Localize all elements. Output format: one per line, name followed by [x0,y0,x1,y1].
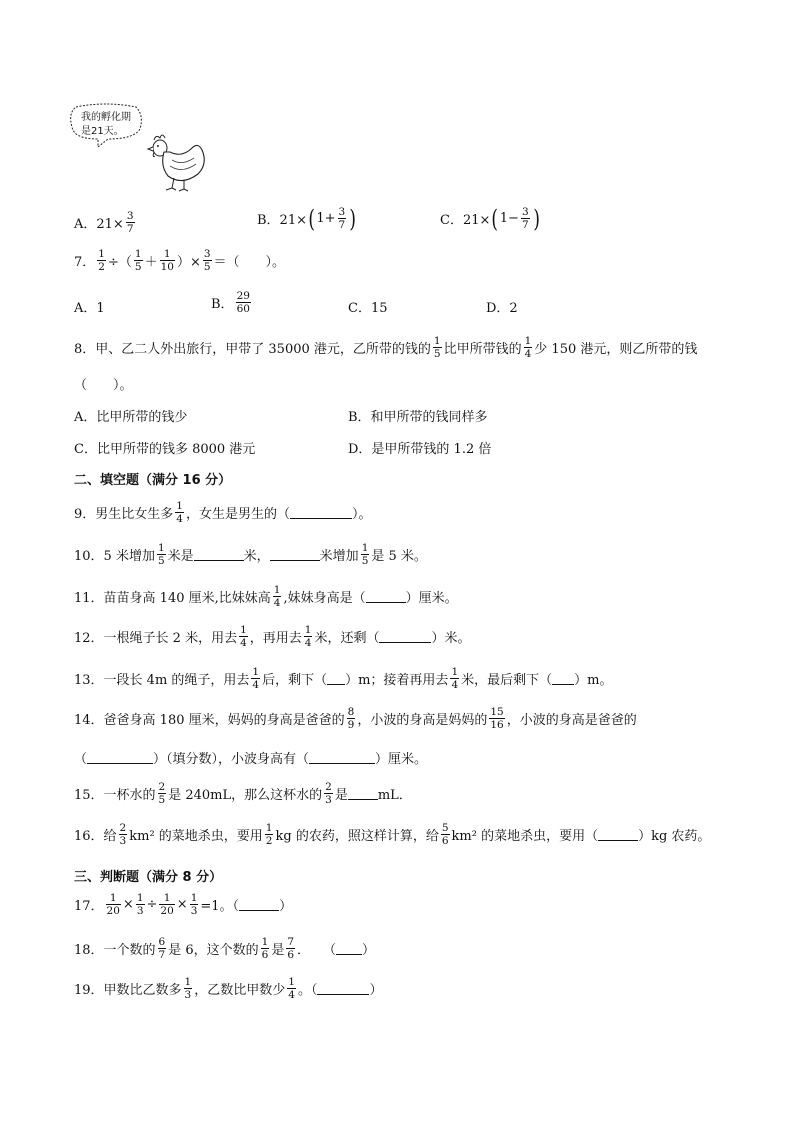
fraction: $\frac{3}{7}$ [521,206,529,231]
fraction: $\frac{3}{7}$ [338,206,346,231]
q13: 13．一段长 4m 的绳子，用去 $\frac{1}{4}$ 后，剩下（ ）m；接着再用去 $\frac{1}{4}$ 米，最后剩下（ ）m。 [74,666,613,691]
q17: 17． $\frac{1}{20}$ × $\frac{1}{3}$ ÷ $\frac{1}{20}$ × $\frac{1}{3}$ =1。（ ） [74,892,293,917]
answer-blank[interactable] [194,548,244,561]
q8-answer-blank[interactable]: （ ）。 [74,378,133,393]
q8-option-d[interactable]: D．是甲所带钱的 1.2 倍 [348,442,492,457]
answer-blank[interactable] [598,828,638,841]
q14-line2: （ ）（填分数），小波身高有（ ）厘米。 [74,752,428,767]
answer-blank[interactable] [290,506,352,519]
q7-option-d[interactable]: D．2 [486,301,518,316]
answer-blank[interactable] [552,672,574,685]
q8-option-c[interactable]: C．比甲所带的钱多 8000 港元 [74,442,256,457]
q7-option-b[interactable]: B． $\frac{29}{60}$ [211,290,250,315]
speech-text: 我的孵化期 是21天。 [81,112,131,137]
q12: 12．一根绳子长 2 米，用去 $\frac{1}{4}$ ，再用去 $\frac{1}{4}$ 米，还剩（ ）米。 [74,624,471,649]
q15: 15．一杯水的 $\frac{2}{5}$ 是 240mL，那么这杯水的 $\frac{2}{3}$ 是 mL． [74,781,412,806]
q8-option-a[interactable]: A．比甲所带的钱少 [74,410,188,425]
q11: 11．苗苗身高 140 厘米,比妹妹高 $\frac{1}{4}$ ,妹妹身高是（ ）厘米。 [74,584,458,609]
answer-blank[interactable] [309,751,375,764]
q18: 18．一个数的 $\frac{6}{7}$ 是 6，这个数的 $\frac{1}{6}$ 是 $\frac{7}{6}$ ． （ ） [74,936,376,961]
answer-blank[interactable] [317,982,369,995]
answer-blank[interactable] [87,751,153,764]
q6-option-c[interactable]: C．21× ( 1− $\frac{3}{7}$ ) [440,204,540,233]
q7-option-c[interactable]: C．15 [348,301,388,316]
answer-blank[interactable] [348,787,378,800]
hen-illustration [142,130,208,194]
q19: 19．甲数比乙数多 $\frac{1}{3}$ ，乙数比甲数少 $\frac{1}{4}$ 。（ ） [74,976,383,1001]
q14: 14．爸爸身高 180 厘米，妈妈的身高是爸爸的 $\frac{8}{9}$ ，小波的身高是妈妈的 $\frac{15}{16}$ ，小波的身高是爸爸的 [74,706,637,731]
q6-option-a[interactable]: A．21× $\frac{3}{7}$ [74,210,134,235]
q9: 9．男生比女生多 $\frac{1}{4}$ ，女生是男生的（ ）。 [74,500,372,525]
answer-blank[interactable] [366,590,406,603]
q6-option-b[interactable]: B．21× ( 1+ $\frac{3}{7}$ ) [257,204,357,233]
q7-question: 7． $\frac{1}{2}$ ÷（ $\frac{1}{5}$ ＋ $\frac{1}{10}$ ）× $\frac{3}{5}$ ＝（ ）。 [74,248,286,273]
answer-blank[interactable] [270,548,320,561]
q7-option-a[interactable]: A．1 [74,301,105,316]
answer-blank[interactable] [327,672,345,685]
answer-blank[interactable] [379,630,431,643]
section-heading: 三、判断题（满分 8 分） [74,870,223,885]
q8-option-b[interactable]: B．和甲所带的钱同样多 [348,410,488,425]
answer-blank[interactable] [239,898,279,911]
q8-question: 8．甲、乙二人外出旅行，甲带了 35000 港元，乙所带的钱的 $\frac{1}{5}$ 比甲所带钱的 $\frac{1}{4}$ 少 150 港元，则乙所带的钱 [74,335,698,360]
fraction: $\frac{3}{7}$ [126,210,134,235]
section-heading: 二、填空题（满分 16 分） [74,473,232,488]
answer-blank[interactable] [336,942,362,955]
q10: 10．5 米增加 $\frac{1}{5}$ 米是 米， 米增加 $\frac{1}{5}$ 是 5 米。 [74,542,427,567]
q16: 16．给 $\frac{2}{3}$ km² 的菜地杀虫，要用 $\frac{1}{2}$ kg 的农药，照这样计算，给 $\frac{5}{6}$ km² 的菜地杀虫，要用（ ）kg 农药。 [74,822,711,847]
